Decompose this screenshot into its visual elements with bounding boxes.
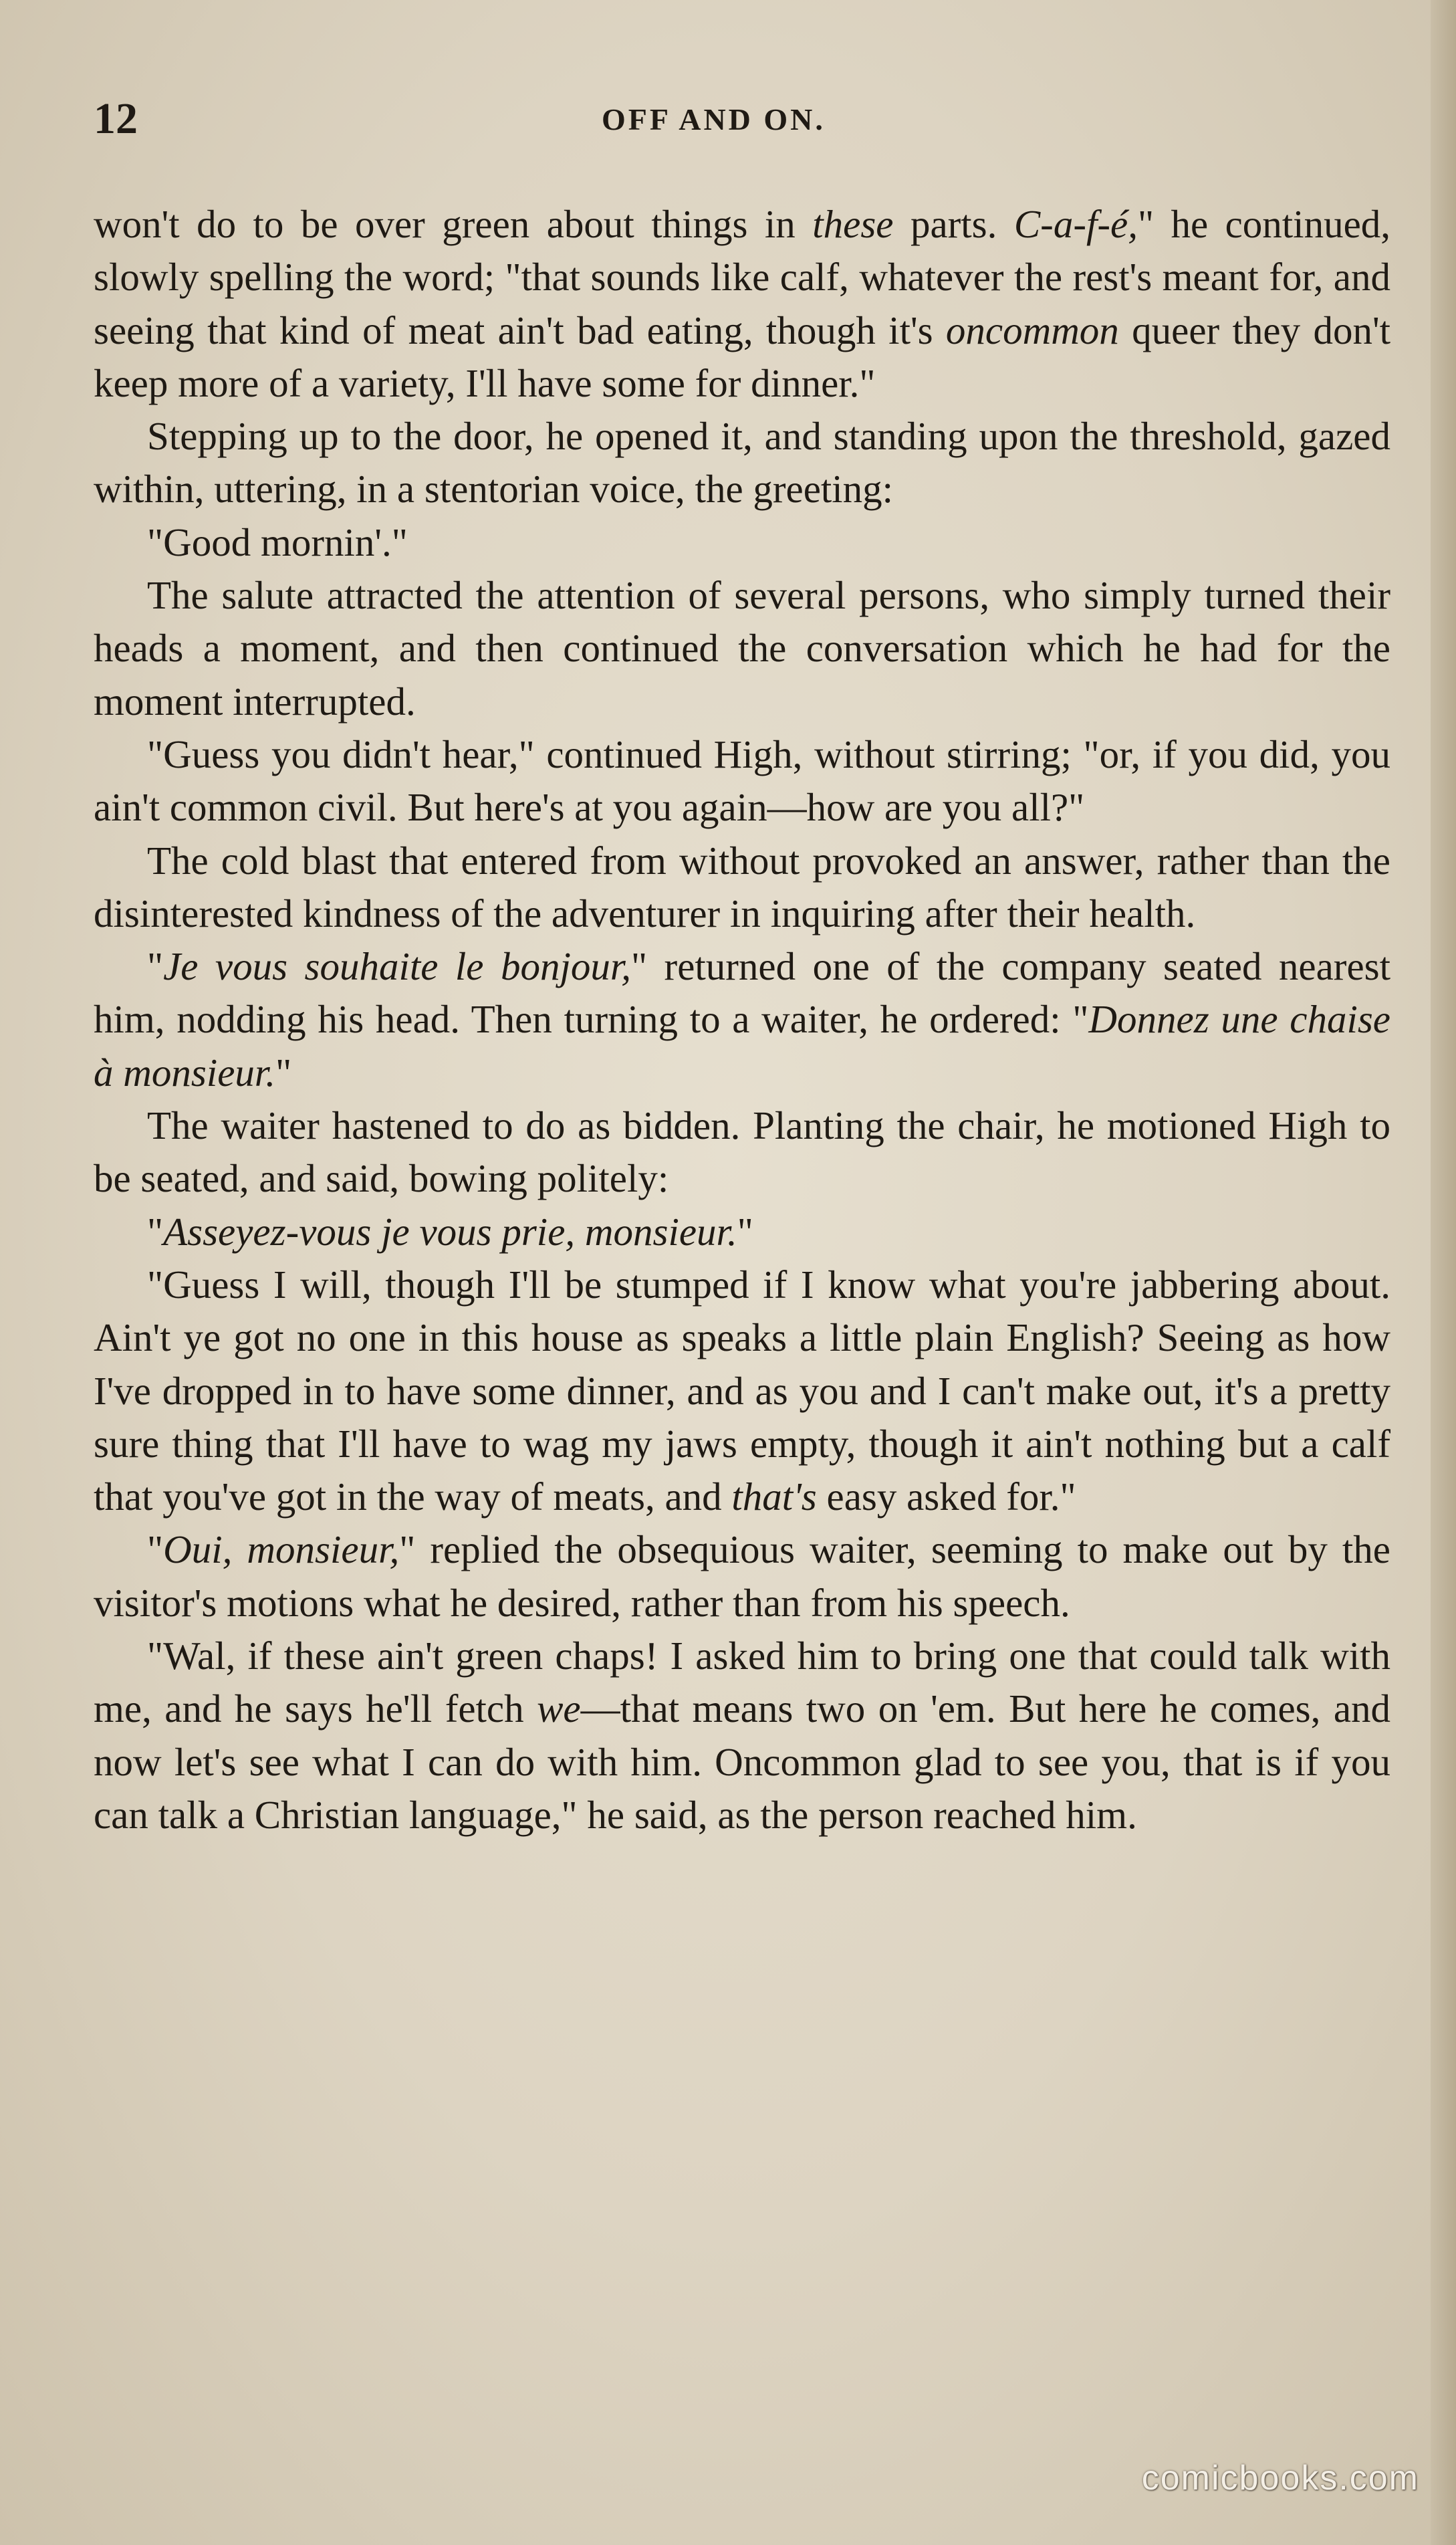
body-text (94, 198, 1390, 1842)
page-number: 12 (94, 94, 138, 143)
paragraph: The cold blast that entered from without provoked an answer, rather than the disinterested kindness of the adventurer in inquiring after their health. (94, 838, 1390, 935)
paragraph: Stepping up to the door, he opened it, and standing upon the threshold, gazed within, uttering, in a stentorian voice, the greeting: (94, 414, 1390, 512)
italic-text: C-a-f-é, (1013, 202, 1138, 246)
running-head: OFF AND ON. (602, 102, 826, 136)
italic-text: Donnez une chaise à monsieur. (94, 997, 1390, 1095)
page-edge (1431, 0, 1456, 2545)
page-header (94, 94, 1390, 147)
paragraph: "Good mornin'." (147, 520, 408, 564)
paragraph: "Asseyez-vous je vous prie, monsieur." (147, 1209, 753, 1254)
paragraph: "Oui, monsieur," replied the obsequious waiter, seeming to make out by the visitor's motions what he desired, rather than from his speech. (94, 1527, 1390, 1625)
italic-text: Je vous souhaite le bonjour, (163, 944, 632, 989)
paragraph: won't do to be over green about things in these parts. C-a-f-é," he continued, slowly spelling the word; "that sounds like calf, whatever the rest's meant for, and seeing that kind of meat ain't bad eating, though it's oncommon queer they don't keep more of a variety, I'll have some for dinner." (94, 202, 1391, 405)
italic-text: Oui, monsieur, (163, 1527, 400, 1572)
paragraph: "Guess I will, though I'll be stumped if I know what you're jabbering about. Ain't ye got no one in this house as speaks a little plain English? Seeing as how I've dropped in to have some dinner, and as you and I can't make out, it's a pretty sure thing that I'll have to wag my jaws empty, though it ain't nothing but a calf that you've got in the way of meats, and that's easy asked for." (94, 1262, 1390, 1519)
paragraph: "Guess you didn't hear," continued High, without stirring; "or, if you did, you ain't common civil. But here's at you again—how are you all?" (94, 732, 1390, 830)
paragraph: "Je vous souhaite le bonjour," returned one of the company seated nearest him, nodding his head. Then turning to a waiter, he ordered: "Donnez une chaise à monsieur." (94, 944, 1390, 1095)
italic-text: oncommon (945, 308, 1119, 352)
paragraph: The waiter hastened to do as bidden. Planting the chair, he motioned High to be seated, and said, bowing politely: (94, 1103, 1390, 1201)
italic-text: Asseyez-vous je vous prie, monsieur. (163, 1209, 737, 1254)
paragraph: "Wal, if these ain't green chaps! I asked him to bring one that could talk with me, and he says he'll fetch we—that means two on 'em. But here he comes, and now let's see what I can do with him. Oncommon glad to see you, that is if you can talk a Christian language," he said, as the person reached him. (94, 1634, 1391, 1837)
watermark: comicbooks.com (1141, 2459, 1419, 2498)
paragraph: The salute attracted the attention of several persons, who simply turned their heads a moment, and then continued the conversation which he had for the moment interrupted. (94, 573, 1390, 724)
italic-text: we (537, 1686, 581, 1731)
italic-text: these (812, 202, 894, 246)
italic-text: that's (731, 1474, 817, 1519)
